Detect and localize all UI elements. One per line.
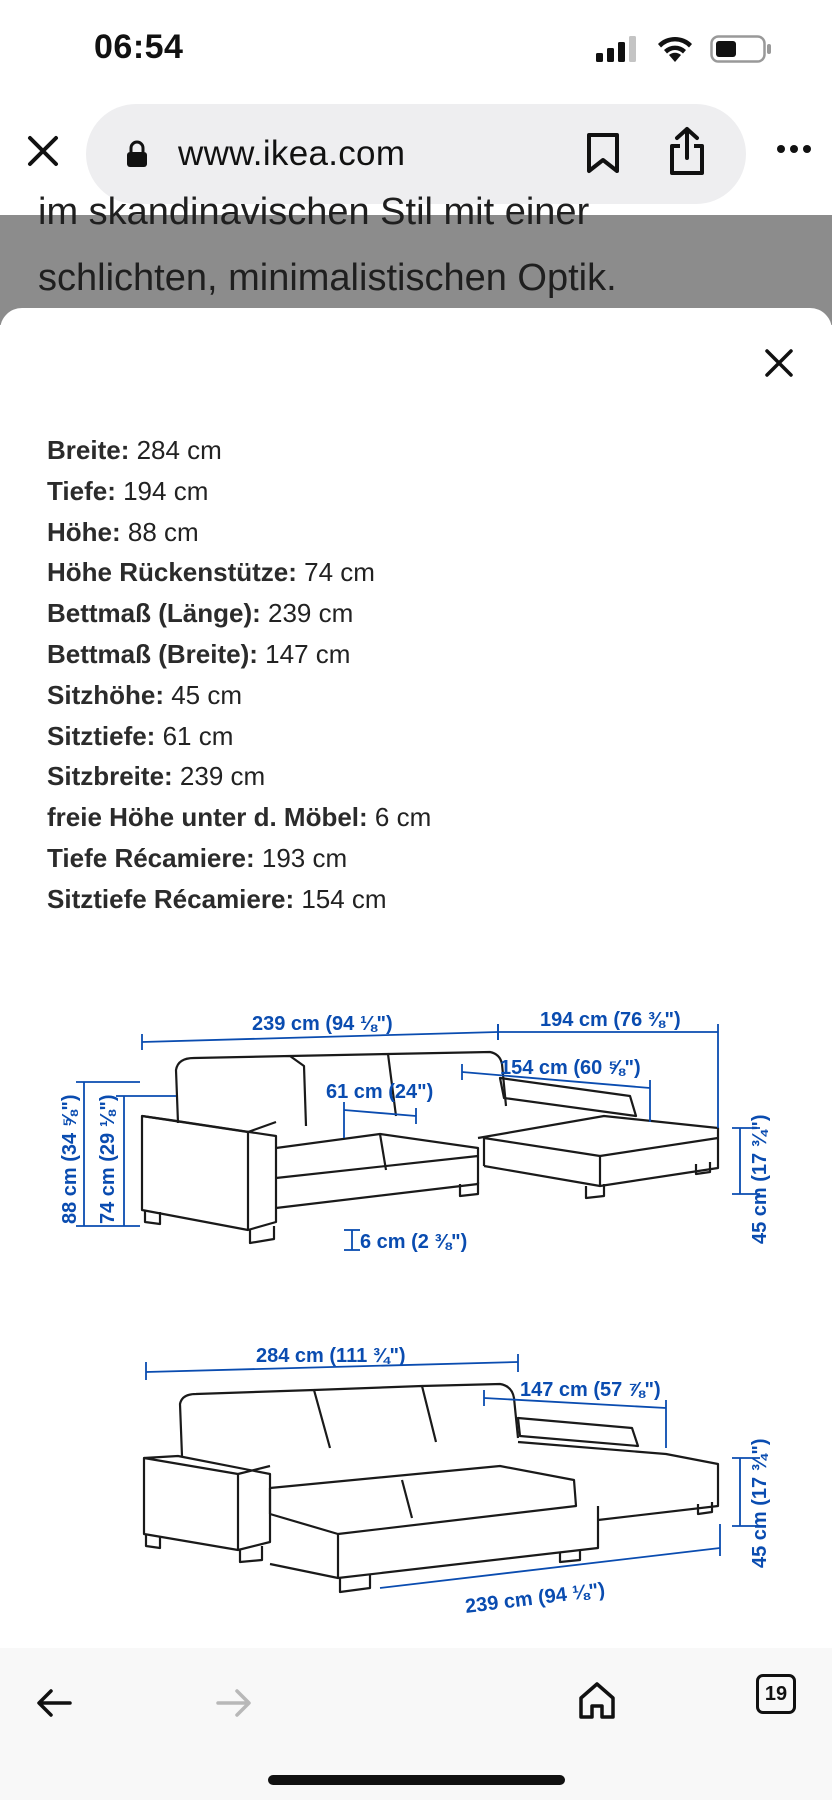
- spec-label: Höhe:: [47, 516, 121, 547]
- status-icons: [596, 34, 772, 64]
- spec-row: [47, 797, 431, 838]
- spec-row: [47, 716, 431, 757]
- dimension-label: 45 cm (17 ¾"): [749, 1114, 771, 1244]
- spec-value: 88 cm: [120, 516, 199, 547]
- spec-value: 147 cm: [257, 638, 351, 669]
- spec-row: [47, 879, 431, 920]
- spec-label: freie Höhe unter d. Möbel:: [47, 802, 368, 833]
- spec-label: Sitztiefe Récamiere:: [47, 883, 295, 914]
- spec-label: Tiefe Récamiere:: [47, 842, 255, 873]
- browser-toolbar: [0, 1648, 832, 1800]
- spec-label: Sitzhöhe:: [47, 679, 164, 710]
- spec-label: Tiefe:: [47, 475, 116, 506]
- spec-value: 74 cm: [296, 557, 375, 588]
- spec-value: 154 cm: [294, 883, 387, 914]
- spec-row: [47, 634, 431, 675]
- status-bar: [0, 0, 832, 100]
- spec-list: [47, 430, 431, 920]
- spec-label: Sitztiefe:: [47, 720, 156, 751]
- spec-value: 193 cm: [254, 842, 348, 873]
- underlay-text-line: schlichten, minimalistischen Optik.: [38, 257, 617, 299]
- spec-label: Breite:: [47, 435, 130, 465]
- cellular-signal-icon: [596, 36, 640, 62]
- spec-label: Bettmaß (Länge):: [47, 598, 261, 629]
- home-icon[interactable]: [577, 1680, 617, 1720]
- dimension-label: 6 cm (2 ⅜"): [360, 1231, 468, 1253]
- sofa-bed-drawing: [144, 1345, 771, 1618]
- spec-value: 239 cm: [172, 761, 266, 792]
- home-indicator: [268, 1775, 565, 1785]
- tabs-button[interactable]: 19: [756, 1674, 796, 1714]
- status-time: 06:54: [94, 28, 184, 66]
- forward-arrow-icon[interactable]: [216, 1688, 252, 1718]
- spec-label: Bettmaß (Breite):: [47, 638, 258, 669]
- dimension-label: 239 cm (94 ⅛"): [463, 1578, 607, 1618]
- spec-value: 45 cm: [164, 679, 243, 710]
- battery-icon: [710, 35, 772, 63]
- close-icon[interactable]: [764, 348, 794, 378]
- spec-value: 194 cm: [115, 475, 209, 506]
- dimension-label: 61 cm (24"): [326, 1081, 434, 1103]
- share-icon[interactable]: [668, 126, 706, 176]
- dimension-label: 154 cm (60 ⅝"): [500, 1057, 641, 1079]
- spec-value: 61 cm: [155, 720, 234, 751]
- spec-row: [47, 756, 431, 797]
- spec-row: [47, 552, 431, 593]
- spec-value: 239 cm: [260, 598, 354, 629]
- dimension-label: 88 cm (34 ⅝"): [59, 1094, 81, 1224]
- spec-row: [47, 512, 431, 553]
- spec-label: Sitzbreite:: [47, 761, 173, 792]
- spec-row: [47, 675, 431, 716]
- wifi-icon: [656, 35, 694, 63]
- spec-row: [47, 430, 431, 471]
- spec-row: [47, 471, 431, 512]
- dimensions-sheet: [0, 308, 832, 1648]
- dimension-label: 284 cm (111 ¾"): [256, 1345, 406, 1367]
- dimension-label: 147 cm (57 ⅞"): [520, 1379, 661, 1401]
- spec-value: 6 cm: [367, 802, 432, 833]
- dimension-label: 194 cm (76 ⅜"): [540, 1009, 681, 1031]
- more-icon[interactable]: [776, 144, 812, 154]
- sofa-dimension-diagram: [0, 998, 832, 1618]
- lock-icon: [126, 140, 148, 168]
- dimension-label: 74 cm (29 ⅛"): [97, 1094, 119, 1224]
- underlay-text-line: im skandinavischen Stil mit einer: [38, 191, 590, 233]
- spec-label: Höhe Rückenstütze:: [47, 557, 297, 588]
- spec-row: [47, 593, 431, 634]
- url-text: www.ikea.com: [178, 134, 406, 173]
- bookmark-icon[interactable]: [586, 132, 620, 174]
- spec-value: 284 cm: [129, 435, 222, 465]
- url-field[interactable]: [86, 104, 746, 204]
- dimension-label: 239 cm (94 ⅛"): [252, 1013, 393, 1035]
- close-icon[interactable]: [26, 134, 60, 168]
- spec-row: [47, 838, 431, 879]
- back-arrow-icon[interactable]: [36, 1688, 72, 1718]
- dimension-label: 45 cm (17 ¾"): [749, 1438, 771, 1568]
